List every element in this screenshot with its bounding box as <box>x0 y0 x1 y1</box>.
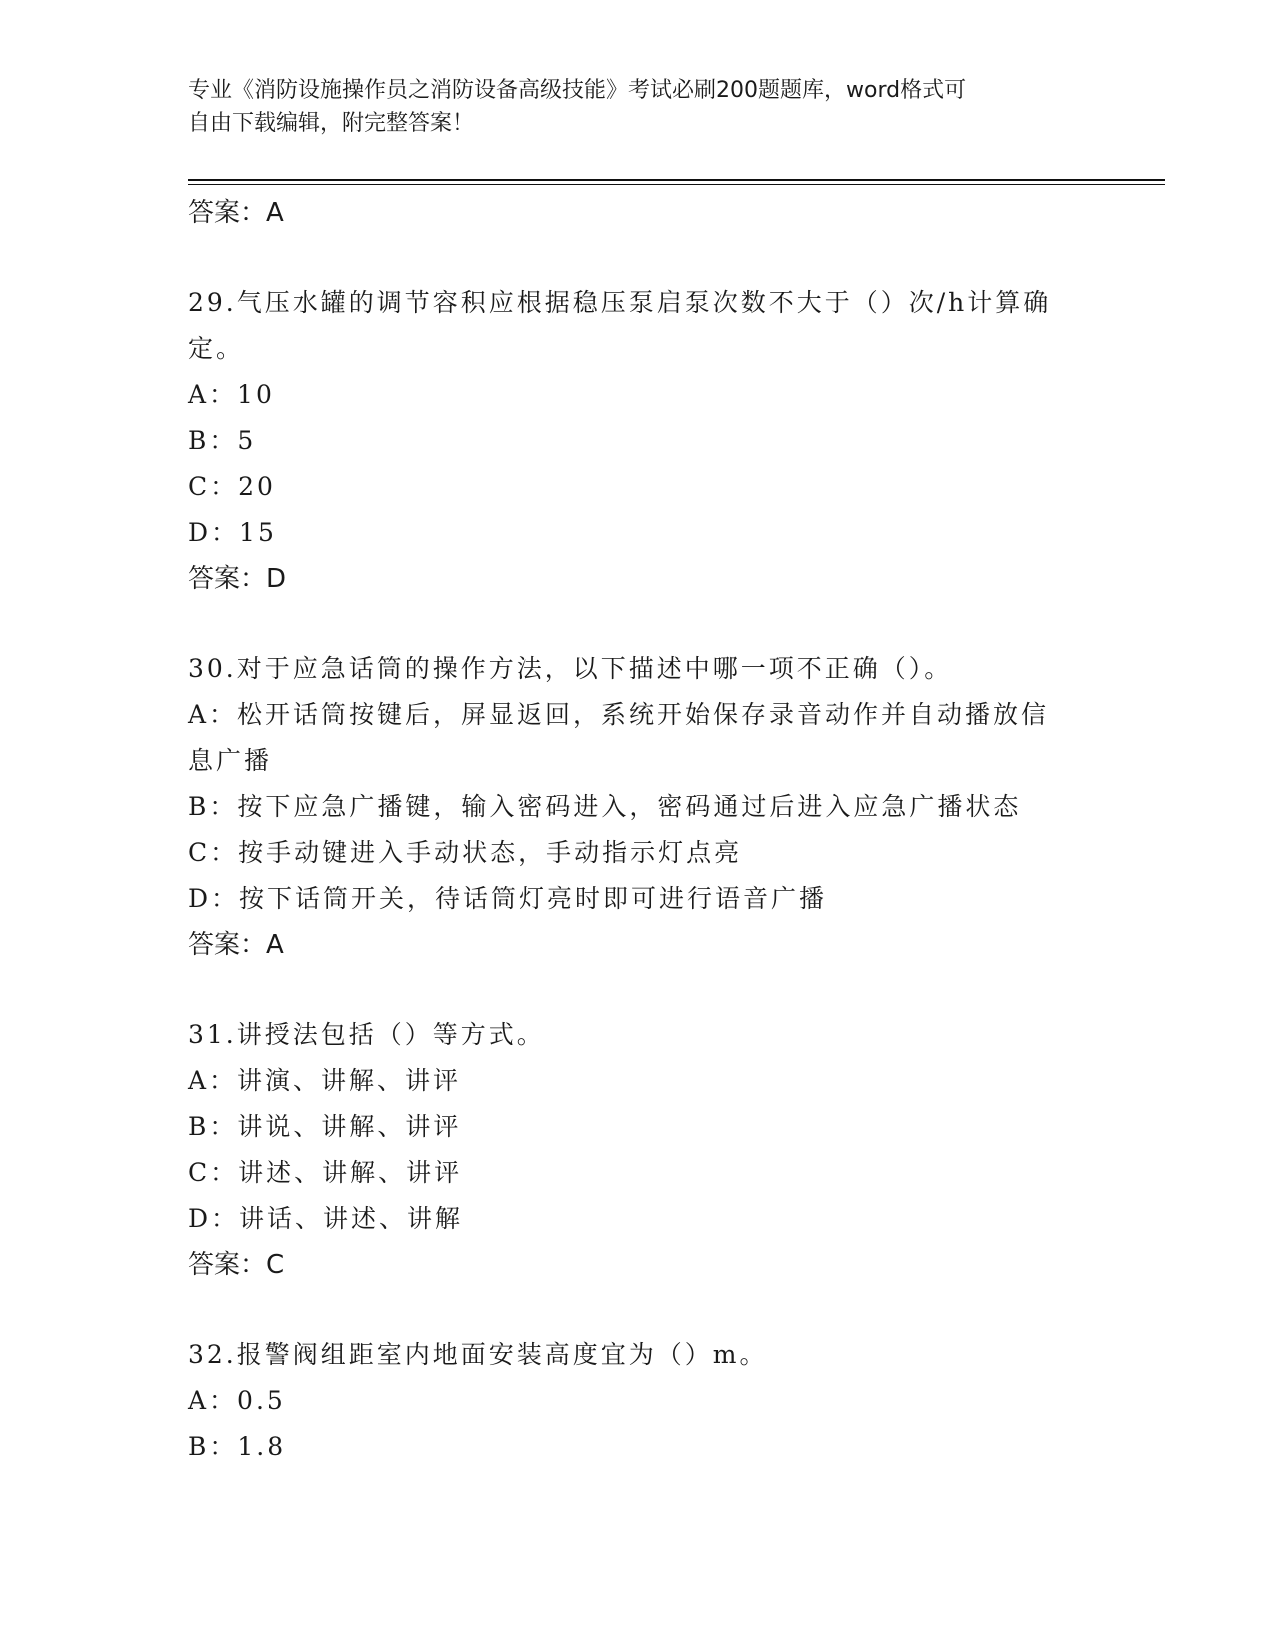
option-line: A：10 <box>188 380 275 409</box>
option-line: 息广播 <box>188 746 273 775</box>
question-block <box>188 646 1148 1012</box>
question-block <box>188 1332 1148 1470</box>
question-stem-line: 30.对于应急话筒的操作方法，以下描述中哪一项不正确（）。 <box>188 654 953 683</box>
question-stem-line: 31.讲授法包括（）等方式。 <box>188 1020 545 1049</box>
option-line: D：讲话、讲述、讲解 <box>188 1204 464 1233</box>
answer-line: 答案：D <box>188 564 287 594</box>
option-line: B：5 <box>188 426 257 455</box>
spacer <box>188 968 1148 1012</box>
option-line: D：按下话筒开关，待话筒灯亮时即可进行语音广播 <box>188 884 828 913</box>
answer-line: 答案：A <box>188 930 284 960</box>
question-block <box>188 280 1148 646</box>
option-line: B：讲说、讲解、讲评 <box>188 1112 462 1141</box>
question-stem-line: 32.报警阀组距室内地面安装高度宜为（）m。 <box>188 1340 768 1369</box>
question-list <box>188 190 1148 1470</box>
answer-line: 答案：A <box>188 198 284 228</box>
question-block <box>188 1012 1148 1332</box>
option-line: D：15 <box>188 518 277 547</box>
option-line: A：0.5 <box>188 1386 286 1415</box>
question-stem-line: 定。 <box>188 334 245 363</box>
header-divider-thin <box>188 184 1165 185</box>
option-line: B：1.8 <box>188 1432 287 1461</box>
header-divider-thick <box>188 179 1165 181</box>
option-line: C：按手动键进入手动状态，手动指示灯点亮 <box>188 838 743 867</box>
option-line: A：松开话筒按键后，屏显返回，系统开始保存录音动作并自动播放信 <box>188 700 1050 729</box>
option-line: A：讲演、讲解、讲评 <box>188 1066 462 1095</box>
document-header <box>188 74 1078 140</box>
answer-line: 答案：C <box>188 1250 285 1280</box>
option-line: B：按下应急广播键，输入密码进入，密码通过后进入应急广播状态 <box>188 792 1022 821</box>
option-line: C：讲述、讲解、讲评 <box>188 1158 463 1187</box>
questions-container <box>188 280 1148 1470</box>
spacer <box>188 236 1148 280</box>
header-line-2: 自由下载编辑，附完整答案！ <box>188 111 475 136</box>
spacer <box>188 1288 1148 1332</box>
header-line-1: 专业《消防设施操作员之消防设备高级技能》考试必刷200题题库，word格式可 <box>188 78 967 103</box>
question-stem-line: 29.气压水罐的调节容积应根据稳压泵启泵次数不大于（）次/h计算确 <box>188 288 1052 317</box>
option-line: C：20 <box>188 472 276 501</box>
spacer <box>188 602 1148 646</box>
